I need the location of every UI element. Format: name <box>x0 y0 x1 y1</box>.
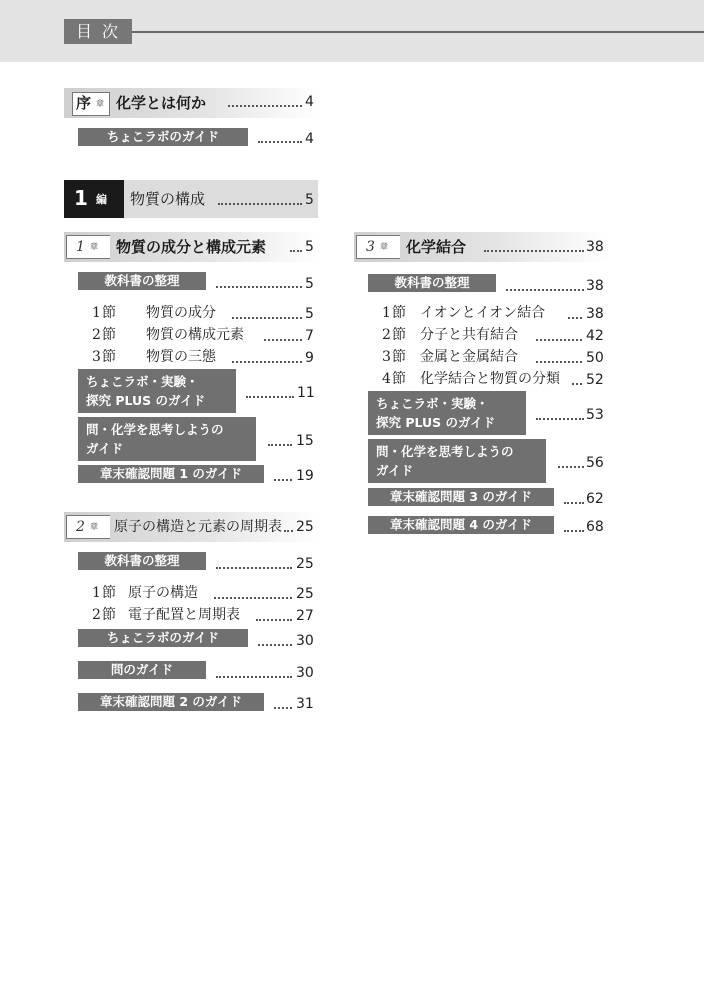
section-title: 物質の構成元素 <box>146 327 244 343</box>
section-number: 4 <box>382 371 391 387</box>
page-number: 25 <box>296 556 314 572</box>
pill-line: ガイド <box>86 441 124 456</box>
leader-dots <box>506 289 584 291</box>
section-kanji: 節 <box>102 327 116 343</box>
section-number: 3 <box>92 349 101 365</box>
pill-line: 探究 PLUS のガイド <box>376 415 496 430</box>
intro-label-small: 章 <box>96 99 104 108</box>
section-number: 2 <box>92 327 101 343</box>
leader-dots <box>558 466 584 468</box>
section-kanji: 節 <box>102 305 116 321</box>
section-title: 原子の構造 <box>128 585 198 601</box>
header-rule <box>132 31 704 33</box>
leader-dots <box>536 418 584 420</box>
section-number: 2 <box>382 327 391 343</box>
review-pill: 章末確認問題 1 のガイド <box>78 465 264 483</box>
leader-dots <box>284 530 293 532</box>
section-kanji: 節 <box>392 305 406 321</box>
chapter-number: 3 <box>366 239 375 255</box>
guide-pill: ちょこラボのガイド <box>78 629 248 647</box>
part-kanji: 編 <box>96 193 107 206</box>
pill-line: 問・化学を思考しようの <box>376 444 514 459</box>
part-number-box <box>64 180 124 218</box>
leader-dots <box>274 707 292 709</box>
leader-dots <box>216 567 292 569</box>
chapter-title: 化学結合 <box>406 238 467 256</box>
chapter-title: 原子の構造と元素の周期表 <box>114 519 282 535</box>
leader-dots <box>572 383 582 385</box>
chapter-tab <box>66 235 110 259</box>
page-number: 5 <box>305 306 314 322</box>
leader-dots <box>274 479 292 481</box>
part-title: 物質の構成 <box>130 190 206 208</box>
section-number: 3 <box>382 349 391 365</box>
leader-dots <box>536 339 582 341</box>
lab-guide-pill <box>368 391 526 435</box>
chapter-tab <box>66 515 110 539</box>
leader-dots <box>568 317 582 319</box>
chapter-title: 物質の成分と構成元素 <box>116 238 267 256</box>
page-number: 42 <box>586 328 604 344</box>
page-number: 5 <box>305 192 314 208</box>
section-title: 金属と金属結合 <box>420 349 518 365</box>
chapter-number: 2 <box>76 519 85 535</box>
lab-guide-pill <box>78 369 236 413</box>
intro-label: 序 <box>76 94 92 112</box>
chapter-kanji: 章 <box>380 242 388 251</box>
section-number: 1 <box>92 585 101 601</box>
intro-title: 化学とは何か <box>116 94 207 112</box>
section-title: 分子と共有結合 <box>420 327 518 343</box>
page-number: 56 <box>586 455 604 471</box>
leader-dots <box>264 339 302 341</box>
section-title: 化学結合と物質の分類 <box>420 371 560 387</box>
page-number: 25 <box>296 519 314 535</box>
chapter-number: 1 <box>76 239 85 255</box>
page-number: 11 <box>297 385 315 401</box>
question-guide-pill <box>78 417 256 461</box>
section-title: 物質の三態 <box>146 349 216 365</box>
leader-dots <box>218 203 302 205</box>
page-number: 9 <box>305 350 314 366</box>
leader-dots <box>216 676 292 678</box>
section-title: 物質の成分 <box>146 305 216 321</box>
section-title: 電子配置と周期表 <box>128 607 240 623</box>
page-number: 52 <box>586 372 604 388</box>
section-kanji: 節 <box>392 349 406 365</box>
page-number: 27 <box>296 608 314 624</box>
page-number: 7 <box>305 328 314 344</box>
page-number: 15 <box>296 433 314 449</box>
leader-dots <box>564 502 584 504</box>
section-kanji: 節 <box>102 607 116 623</box>
section-kanji: 節 <box>102 585 116 601</box>
page-number: 25 <box>296 586 314 602</box>
review-pill: 章末確認問題 4 のガイド <box>368 516 554 534</box>
question-pill: 問のガイド <box>78 661 206 679</box>
leader-dots <box>564 530 584 532</box>
page-number: 31 <box>296 696 314 712</box>
leader-dots <box>214 597 292 599</box>
page-number: 38 <box>586 306 604 322</box>
pill-line: 問・化学を思考しようの <box>86 422 224 437</box>
page-title: 目次 <box>64 19 132 44</box>
leader-dots <box>290 250 302 252</box>
leader-dots <box>256 619 292 621</box>
leader-dots <box>228 105 302 107</box>
leader-dots <box>232 317 302 319</box>
page-number: 68 <box>586 519 604 535</box>
leader-dots <box>232 361 302 363</box>
question-guide-pill <box>368 439 546 483</box>
section-number: 1 <box>382 305 391 321</box>
leader-dots <box>484 250 584 252</box>
section-kanji: 節 <box>102 349 116 365</box>
leader-dots <box>258 141 302 143</box>
chapter-kanji: 章 <box>90 242 98 251</box>
chapter-kanji: 章 <box>90 522 98 531</box>
page-number: 4 <box>305 94 314 110</box>
section-kanji: 節 <box>392 327 406 343</box>
page-number: 19 <box>296 468 314 484</box>
page-number: 62 <box>586 491 604 507</box>
guide-pill: ちょこラボのガイド <box>78 128 248 146</box>
page-number: 50 <box>586 350 604 366</box>
pill-line: ちょこラボ・実験・ <box>376 396 489 411</box>
textbook-pill: 教科書の整理 <box>368 274 496 292</box>
textbook-pill: 教科書の整理 <box>78 272 206 290</box>
textbook-pill: 教科書の整理 <box>78 552 206 570</box>
pill-line: ガイド <box>376 463 414 478</box>
leader-dots <box>536 361 582 363</box>
leader-dots <box>246 396 294 398</box>
page-number: 5 <box>305 276 314 292</box>
page-number: 38 <box>586 278 604 294</box>
page-number: 38 <box>586 239 604 255</box>
page-number: 53 <box>586 407 604 423</box>
page-number: 4 <box>305 131 314 147</box>
pill-line: 探究 PLUS のガイド <box>86 393 206 408</box>
part-number: 1 <box>74 186 88 210</box>
chapter-tab <box>356 235 400 259</box>
page-number: 5 <box>305 239 314 255</box>
leader-dots <box>258 644 292 646</box>
section-kanji: 節 <box>392 371 406 387</box>
pill-line: ちょこラボ・実験・ <box>86 374 199 389</box>
section-title: イオンとイオン結合 <box>420 305 546 321</box>
page-number: 30 <box>296 665 314 681</box>
section-number: 2 <box>92 607 101 623</box>
review-pill: 章末確認問題 2 のガイド <box>78 693 264 711</box>
leader-dots <box>216 286 302 288</box>
section-number: 1 <box>92 305 101 321</box>
page-number: 30 <box>296 633 314 649</box>
leader-dots <box>268 444 292 446</box>
review-pill: 章末確認問題 3 のガイド <box>368 488 554 506</box>
